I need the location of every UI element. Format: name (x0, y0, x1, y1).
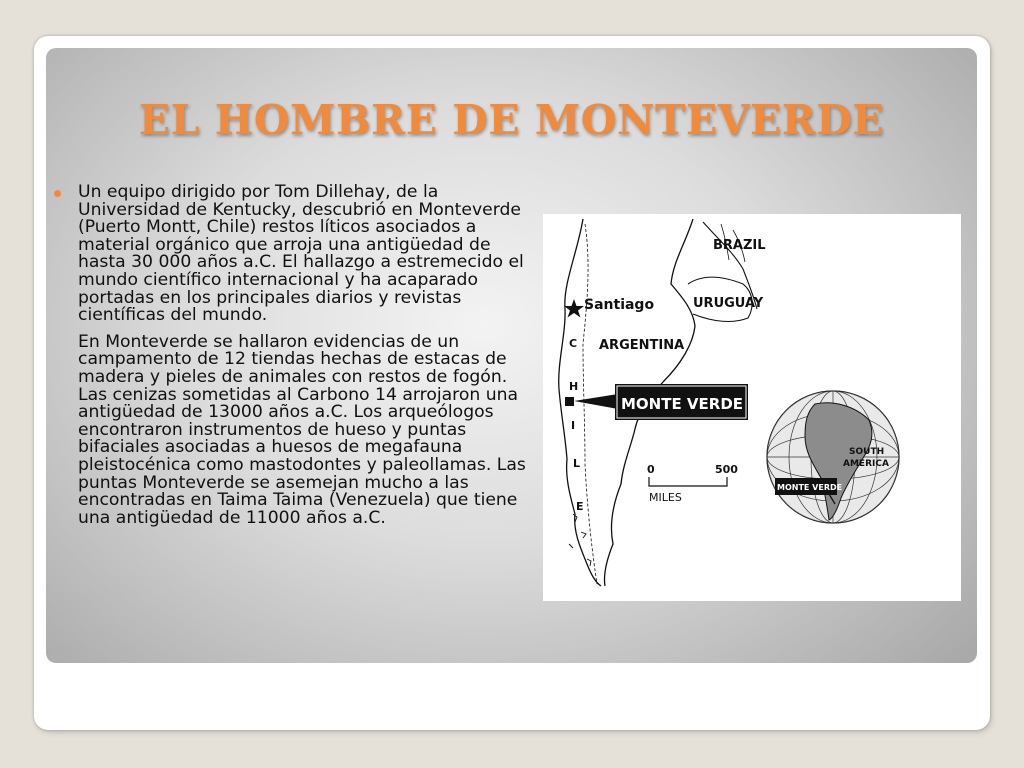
callout-pointer (574, 394, 618, 409)
bullet-icon (54, 190, 61, 197)
scale-unit: MILES (649, 491, 682, 504)
paragraph-1: Un equipo dirigido por Tom Dillehay, de la Universidad de Kentucky, descubrió en Monteverde (Puerto Montt, Chile) restos líticos asociados a material orgánico que arroja una antigüedad de hasta 30 000 años a.C. El hallazgo a estremecido el mundo científico internacional y ha acaparado portadas en los principales diarios y revistas científicas del mundo. (78, 182, 524, 326)
map-label-santiago: Santiago (584, 297, 655, 313)
chile-letter-c: C (569, 337, 578, 350)
chile-letter-e: E (576, 500, 584, 513)
site-callout-label: MONTE VERDE (621, 395, 744, 413)
star-icon (564, 299, 584, 318)
map-label-uruguay: URUGUAY (693, 296, 764, 311)
paragraph-2: En Monteverde se hallaron evidencias de un campamento de 12 tiendas hechas de estacas de madera y pieles de animales con restos de fogón. Las cenizas sometidas al Carbono 14 arrojaron una antigüedad de 13000 años a.C. Los arqueólogos encontraron instrumentos de hueso y puntas bifaciales asociadas a huesos de megafauna pleistocénica como mastodontes y paleollamas. Las puntas Monteverde se asemejan mucho a las encontradas en Taima Taima (Venezuela) que tiene una antigüedad de 11000 años a.C. (78, 331, 526, 528)
scale-max: 500 (715, 463, 738, 476)
globe-icon (767, 391, 899, 523)
site-marker-icon (565, 397, 574, 406)
slide-body (78, 184, 528, 527)
globe-callout-label: MONTE VERDE (777, 483, 843, 492)
map-label-brazil: BRAZIL (713, 238, 766, 253)
scale-bar (649, 477, 727, 486)
chile-letter-i: I (571, 419, 576, 432)
globe-region-line1: SOUTH (849, 447, 885, 457)
scale-zero: 0 (647, 463, 655, 476)
chile-letter-l: L (573, 457, 581, 470)
map-label-argentina: ARGENTINA (599, 338, 685, 353)
monte-verde-map (543, 214, 961, 601)
globe-region-line2: AMERICA (843, 459, 889, 469)
chile-letter-h: H (569, 380, 579, 393)
slide-title: EL HOMBRE DE MONTEVERDE (138, 96, 885, 144)
islands (569, 514, 591, 566)
